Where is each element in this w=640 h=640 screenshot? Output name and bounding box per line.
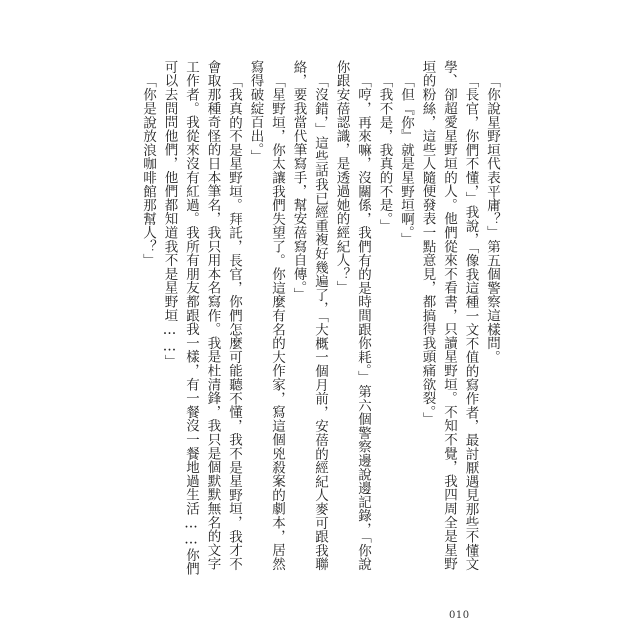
paragraph: 「沒錯，」這些話我已經重複好幾遍了，「大概一個月前，安蓓的經紀人麥可跟我聯絡，要我當代筆寫手，幫安蓓寫自傳。」 (290, 60, 328, 571)
paragraph: 「我不是，我真的不是。」 (376, 73, 393, 233)
paragraph: 「星野垣，你太讓我們失望了。你這麼有名的大作家，寫這個兇殺案的劇本，居然寫得破綻百出。」 (247, 60, 285, 571)
paragraph: 「我真的不是星野垣。拜託，長官，你們怎麼可能聽不懂，我不是星野垣，我才不會取那種奇怪的日本筆名，我只用本名寫作。我是杜清鋒，我只是個默默無名的文字工作者。我從來沒有紅過。我所有朋友都跟我一樣，有一餐沒一餐地過生活……你們可以去問問他們，他們都知道我不是星野垣……」 (161, 60, 242, 576)
vertical-text-body (137, 60, 503, 580)
paragraph: 「但『你』就是星野垣啊。」 (398, 73, 414, 247)
paragraph: 「你說星野垣代表平庸？」第五個警察這樣問。 (484, 73, 500, 364)
paragraph: 「你是說放浪咖啡館那幫人？」 (140, 73, 156, 267)
page-number: 010 (449, 610, 470, 621)
paragraph: 「哼，再來嘛，沒關係，我們有的是時間跟你耗。」第六個警察邊說邊記錄，「你說你跟安蓓認識，是透過她的經紀人？」 (333, 60, 371, 571)
paragraph: 「長官，你們不懂，」我說，「像我這種一文不值的寫作者，最討厭遇見那些不懂文學、卻超愛星野垣的人。他們從來不看書，只讀星野垣。不知不覺，我四周全是星野垣的粉絲，這些人隨便發表一點意見，都搞得我頭痛欲裂。」 (419, 60, 479, 571)
